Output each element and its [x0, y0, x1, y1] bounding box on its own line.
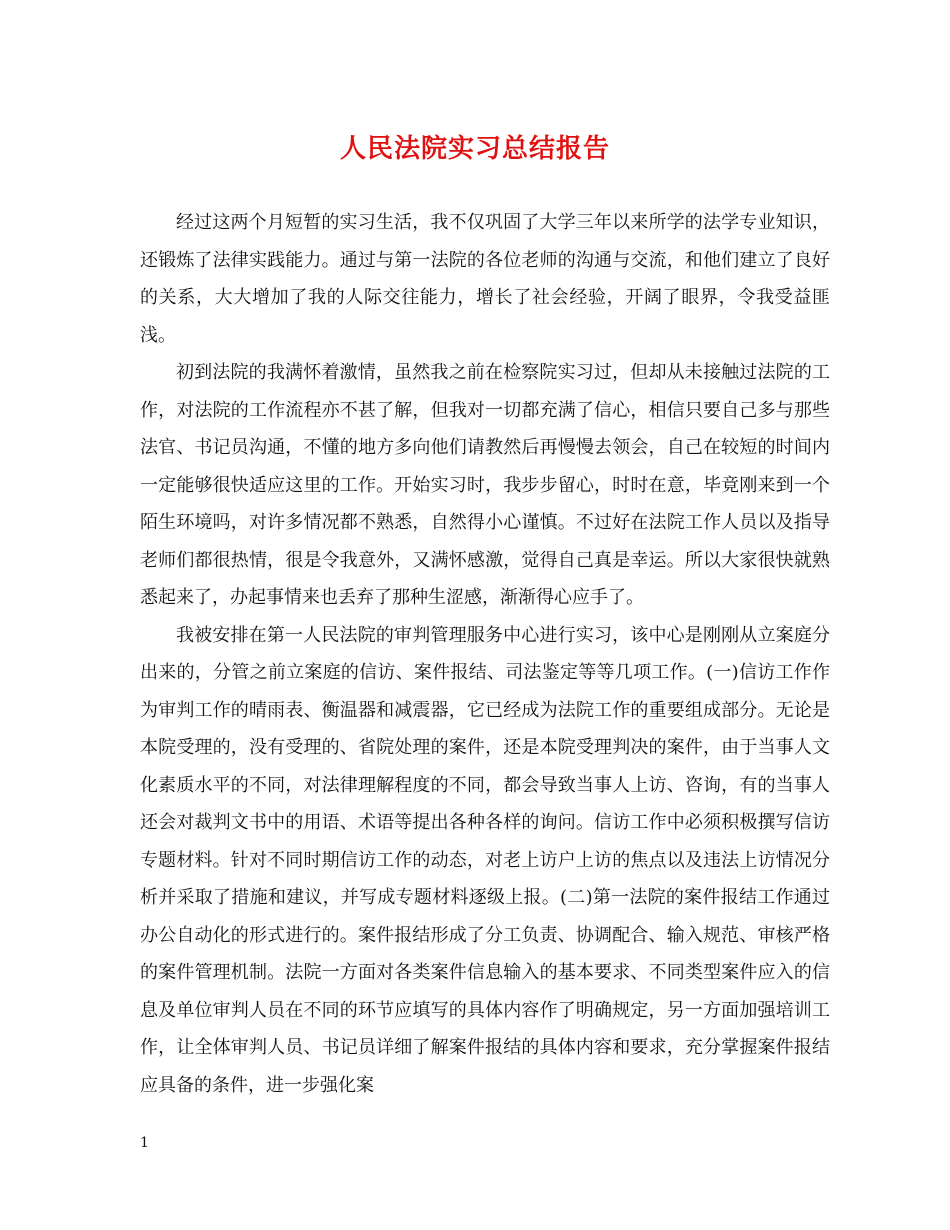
paragraph-2: 初到法院的我满怀着激情，虽然我之前在检察院实习过，但却从未接触过法院的工作，对法院的工作流程亦不甚了解，但我对一切都充满了信心，相信只要自己多与那些法官、书记员沟通，不懂的地方多向他们请教然后再慢慢去领会，自己在较短的时间内一定能够很快适应这里的工作。开始实习时，我步步留心，时时在意，毕竟刚来到一个陌生环境吗，对许多情况都不熟悉，自然得小心谨慎。不过好在法院工作人员以及指导老师们都很热情，很是令我意外，又满怀感激，觉得自己真是幸运。所以大家很快就熟悉起来了，办起事情来也丢弃了那种生涩感，渐渐得心应手了。 — [140, 362, 830, 608]
paragraph-3: 我被安排在第一人民法院的审判管理服务中心进行实习，该中心是刚刚从立案庭分出来的，分管之前立案庭的信访、案件报结、司法鉴定等等几项工作。(一)信访工作作为审判工作的晴雨表、衡温器和减震器，它已经成为法院工作的重要组成部分。无论是本院受理的，没有受理的、省院处理的案件，还是本院受理判决的案件，由于当事人文化素质水平的不同，对法律理解程度的不同，都会导致当事人上访、咨询，有的当事人还会对裁判文书中的用语、术语等提出各种各样的询问。信访工作中必须积极撰写信访专题材料。针对不同时期信访工作的动态，对老上访户上访的焦点以及违法上访情况分析并采取了措施和建议，并写成专题材料逐级上报。(二)第一法院的案件报结工作通过办公自动化的形式进行的。案件报结形成了分工负责、协调配合、输入规范、审核严格的案件管理机制。法院一方面对各类案件信息输入的基本要求、不同类型案件应入的信息及单位审判人员在不同的环节应填写的具体内容作了明确规定，另一方面加强培训工作，让全体审判人员、书记员详细了解案件报结的具体内容和要求，充分掌握案件报结应具备的条件，进一步强化案 — [140, 624, 830, 1096]
paragraph-1: 经过这两个月短暂的实习生活，我不仅巩固了大学三年以来所学的法学专业知识，还锻炼了法律实践能力。通过与第一法院的各位老师的沟通与交流，和他们建立了良好的关系，大大增加了我的人际交往能力，增长了社会经验，开阔了眼界，令我受益匪浅。 — [140, 212, 830, 346]
page-number: 1 — [140, 1135, 149, 1151]
document-body — [140, 204, 830, 1104]
document-title: 人民法院实习总结报告 — [339, 134, 610, 164]
